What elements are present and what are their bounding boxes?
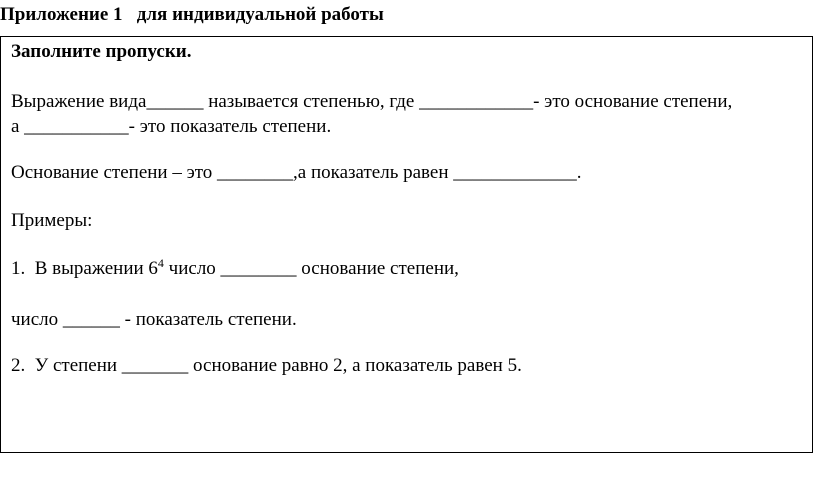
task-line-2: а ___________- это показатель степени.	[11, 116, 332, 137]
task-title: Заполните пропуски.	[11, 41, 192, 62]
example-1	[11, 257, 459, 281]
examples-label: Примеры:	[11, 210, 93, 231]
task-line-1: Выражение вида______ называется степенью, где ____________- это основание степени,	[11, 91, 733, 112]
example-1-suffix: число ________ основание степени,	[163, 258, 459, 279]
example-1-prefix: 1. В выражении 6	[11, 258, 158, 279]
task-line-3: Основание степени – это ________,а показатель равен _____________.	[11, 162, 582, 183]
example-2: 2. У степени _______ основание равно 2, а показатель равен 5.	[11, 355, 522, 376]
task-box	[0, 36, 813, 453]
page-heading: Приложение 1 для индивидуальной работы	[0, 4, 384, 25]
example-1-exponent: 4	[157, 256, 164, 270]
example-1-line-2: число ______ - показатель степени.	[11, 309, 297, 330]
